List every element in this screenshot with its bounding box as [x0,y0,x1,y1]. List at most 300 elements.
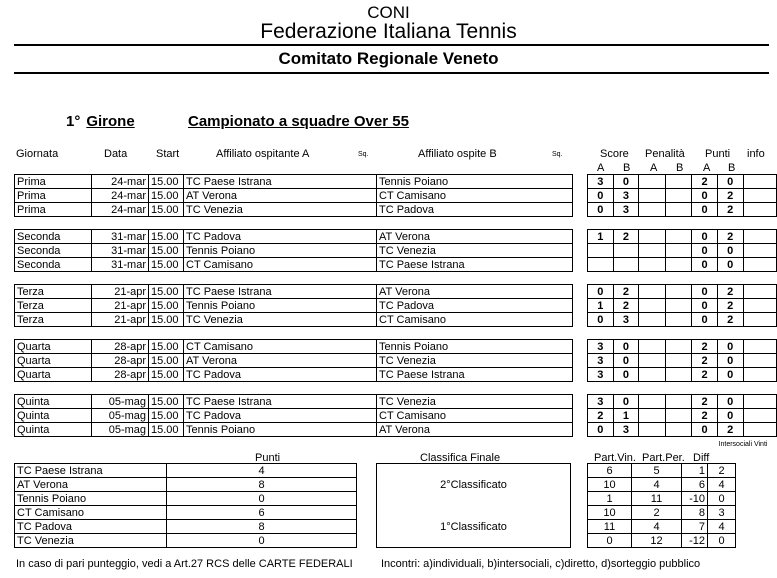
org-title: CONI [367,3,410,22]
table-row [15,368,573,382]
info-cell [743,285,776,299]
table-row [15,203,573,217]
table-row [588,506,736,520]
rank-cell [377,534,570,548]
away-cell: TC Paese Istrana [377,368,573,382]
team-cell: Tennis Poiano [15,492,167,506]
away-cell: CT Camisano [377,313,573,327]
round-3-table [14,284,573,327]
points-b: 0 [717,354,743,368]
table-row [377,520,570,534]
penalty-b [665,313,692,327]
penalty-b [665,175,692,189]
penalty-b [665,258,692,272]
table-row [377,492,570,506]
diff-cell: -10 [682,492,708,506]
points-b: 0 [717,244,743,258]
score-b: 3 [613,203,639,217]
points-a: 2 [692,409,718,423]
points-b: 0 [717,395,743,409]
round-4-table [14,339,573,382]
table-row [588,354,777,368]
day-cell: Prima [15,203,92,217]
home-cell: TC Padova [184,368,377,382]
home-cell: TC Paese Istrana [184,175,377,189]
rank-cell [377,464,570,478]
diff-cell: 7 [682,520,708,534]
date-cell: 31-mar [92,258,149,272]
date-cell: 24-mar [92,203,149,217]
score-b: 2 [613,299,639,313]
intersocial-cell: 4 [708,478,736,492]
wins-cell: 6 [588,464,632,478]
score-a: 1 [588,299,614,313]
score-a [588,244,614,258]
losses-cell: 5 [632,464,682,478]
table-row [588,520,736,534]
round-3-scores [587,284,777,327]
table-row [15,189,573,203]
penalty-b [665,409,692,423]
info-cell [743,258,776,272]
diff-cell: 8 [682,506,708,520]
points-cell: 8 [167,520,357,534]
score-b: 0 [613,368,639,382]
score-b: 3 [613,423,639,437]
points-a: 2 [692,395,718,409]
round-1-table [14,174,573,217]
col-penalty: Penalità [645,148,685,160]
diff-cell: -12 [682,534,708,548]
table-row [588,203,777,217]
score-b [613,258,639,272]
points-b: 2 [717,285,743,299]
penalty-a [639,340,666,354]
table-row [588,299,777,313]
round-5-table [14,394,573,437]
intersocial-cell: 2 [708,464,736,478]
home-cell: TC Padova [184,409,377,423]
table-row [15,395,573,409]
score-a: 0 [588,313,614,327]
losses-cell: 2 [632,506,682,520]
points-header: Punti [255,452,281,464]
points-cell: 6 [167,506,357,520]
matches-note: Incontri: a)individuali, b)intersociali, c)diretto, d)sorteggio pubblico [381,558,701,570]
col-day: Giornata [16,148,59,160]
wins-cell: 11 [588,520,632,534]
penalty-b [665,299,692,313]
penalty-a [639,230,666,244]
start-cell: 15.00 [149,285,184,299]
table-row [15,520,357,534]
away-cell: AT Verona [377,423,573,437]
penalty-b [665,423,692,437]
home-cell: AT Verona [184,189,377,203]
away-cell: TC Venezia [377,354,573,368]
points-a: 2 [692,368,718,382]
team-cell: TC Venezia [15,534,167,548]
points-b: 2 [717,230,743,244]
start-cell: 15.00 [149,258,184,272]
points-a: 2 [692,354,718,368]
diff-cell: 6 [682,478,708,492]
penalty-b [665,189,692,203]
wins-cell: 1 [588,492,632,506]
away-cell: Tennis Poiano [377,175,573,189]
score-a: 3 [588,175,614,189]
round-1-scores [587,174,777,217]
points-a: 0 [692,230,718,244]
start-cell: 15.00 [149,230,184,244]
home-cell: CT Camisano [184,340,377,354]
score-a: 3 [588,368,614,382]
day-cell: Terza [15,299,92,313]
penalty-a [639,175,666,189]
day-cell: Seconda [15,230,92,244]
score-a: 0 [588,203,614,217]
intersocial-header: Intersociali Vinti [718,441,768,448]
start-cell: 15.00 [149,368,184,382]
info-cell [743,423,776,437]
penalty-a [639,395,666,409]
score-b: 0 [613,175,639,189]
penalty-b [665,395,692,409]
penalty-a [639,258,666,272]
table-row [588,340,777,354]
day-cell: Seconda [15,244,92,258]
round-4-scores [587,339,777,382]
home-cell: AT Verona [184,354,377,368]
points-a: 0 [692,189,718,203]
date-cell: 24-mar [92,189,149,203]
start-cell: 15.00 [149,354,184,368]
date-cell: 21-apr [92,313,149,327]
losses-cell: 12 [632,534,682,548]
start-cell: 15.00 [149,423,184,437]
points-b: 0 [717,368,743,382]
date-cell: 21-apr [92,299,149,313]
round-2-scores [587,229,777,272]
tie-note: In caso di pari punteggio, vedi a Art.27 RCS delle CARTE FEDERALI [16,558,353,570]
home-cell: TC Venezia [184,203,377,217]
penalty-b [665,285,692,299]
table-row [15,423,573,437]
penalty-a [639,354,666,368]
date-cell: 21-apr [92,285,149,299]
table-row [588,175,777,189]
rank-cell [377,506,570,520]
penalty-a [639,189,666,203]
score-b: 2 [613,230,639,244]
col-score-b: B [623,162,631,174]
day-cell: Prima [15,189,92,203]
date-cell: 28-apr [92,354,149,368]
table-row [588,409,777,423]
col-info: info [747,148,765,160]
start-cell: 15.00 [149,189,184,203]
home-cell: Tennis Poiano [184,299,377,313]
team-cell: CT Camisano [15,506,167,520]
points-a: 2 [692,340,718,354]
date-cell: 28-apr [92,368,149,382]
score-b: 2 [613,285,639,299]
home-cell: TC Paese Istrana [184,395,377,409]
header-divider-bottom [14,72,769,74]
points-b: 0 [717,340,743,354]
losses-cell: 4 [632,520,682,534]
score-b: 3 [613,313,639,327]
rank-cell: 1°Classificato [440,521,507,533]
penalty-a [639,299,666,313]
info-cell [743,189,776,203]
points-cell: 8 [167,478,357,492]
start-cell: 15.00 [149,175,184,189]
table-row [588,478,736,492]
home-cell: Tennis Poiano [184,423,377,437]
committee-title: Comitato Regionale Veneto [278,49,499,68]
day-cell: Seconda [15,258,92,272]
info-cell [743,299,776,313]
score-a [588,258,614,272]
day-cell: Quinta [15,423,92,437]
col-score-a: A [597,162,605,174]
points-b: 2 [717,203,743,217]
team-cell: TC Padova [15,520,167,534]
table-row [588,189,777,203]
table-row [377,464,570,478]
date-cell: 05-mag [92,395,149,409]
col-score: Score [600,148,629,160]
points-b: 2 [717,299,743,313]
start-cell: 15.00 [149,313,184,327]
day-cell: Prima [15,175,92,189]
points-cell: 4 [167,464,357,478]
wins-cell: 10 [588,478,632,492]
penalty-a [639,244,666,258]
info-cell [743,395,776,409]
date-cell: 05-mag [92,409,149,423]
table-row [15,478,357,492]
round-2-table [14,229,573,272]
col-away: Affiliato ospite B [418,148,497,160]
col-pen-a: A [650,162,658,174]
points-b: 0 [717,175,743,189]
score-a: 3 [588,340,614,354]
info-cell [743,203,776,217]
away-cell: AT Verona [377,230,573,244]
score-a: 3 [588,395,614,409]
col-points: Punti [705,148,731,160]
points-b: 0 [717,258,743,272]
intersocial-cell: 3 [708,506,736,520]
table-row [588,244,777,258]
col-pts-a: A [703,162,711,174]
away-cell: CT Camisano [377,409,573,423]
score-a: 0 [588,285,614,299]
away-cell: TC Paese Istrana [377,258,573,272]
col-date: Data [104,148,128,160]
points-a: 0 [692,285,718,299]
rank-cell [377,492,570,506]
points-b: 2 [717,189,743,203]
table-row [15,285,573,299]
score-b: 1 [613,409,639,423]
table-row [588,368,777,382]
classification-table [377,464,570,548]
info-cell [743,175,776,189]
diff-cell: 1 [682,464,708,478]
penalty-b [665,354,692,368]
table-row [377,534,570,548]
table-row [15,244,573,258]
penalty-b [665,368,692,382]
info-cell [743,340,776,354]
table-row [15,299,573,313]
table-row [377,478,570,492]
table-row [588,534,736,548]
away-cell: TC Venezia [377,244,573,258]
home-cell: Tennis Poiano [184,244,377,258]
day-cell: Terza [15,285,92,299]
table-row [15,492,357,506]
away-cell: CT Camisano [377,189,573,203]
final-standings-header: Classifica Finale [420,452,501,464]
penalty-a [639,313,666,327]
points-a: 0 [692,258,718,272]
home-cell: TC Paese Istrana [184,285,377,299]
start-cell: 15.00 [149,409,184,423]
points-cell: 0 [167,492,357,506]
table-row [588,492,736,506]
col-sq-home: Sq. [358,151,369,158]
table-row [15,258,573,272]
day-cell: Quarta [15,340,92,354]
col-home: Affiliato ospitante A [216,148,310,160]
score-b: 0 [613,354,639,368]
penalty-b [665,230,692,244]
wins-cell: 10 [588,506,632,520]
away-cell: TC Padova [377,299,573,313]
table-row [15,340,573,354]
day-cell: Quinta [15,395,92,409]
points-a: 0 [692,203,718,217]
table-row [15,506,357,520]
info-cell [743,313,776,327]
table-row [15,464,357,478]
federation-title: Federazione Italiana Tennis [260,20,517,43]
wins-cell: 0 [588,534,632,548]
col-sq-away: Sq. [552,151,563,158]
info-cell [743,368,776,382]
table-row [15,230,573,244]
date-cell: 28-apr [92,340,149,354]
team-cell: TC Paese Istrana [15,464,167,478]
group-title: 1° Girone [66,113,135,130]
start-cell: 15.00 [149,244,184,258]
col-pts-b: B [728,162,736,174]
intersocial-cell: 0 [708,492,736,506]
points-b: 2 [717,423,743,437]
intersocial-cell: 0 [708,534,736,548]
stats-table [587,463,736,548]
away-cell: Tennis Poiano [377,340,573,354]
score-a: 0 [588,189,614,203]
penalty-a [639,203,666,217]
points-a: 2 [692,175,718,189]
info-cell [743,409,776,423]
date-cell: 05-mag [92,423,149,437]
start-cell: 15.00 [149,203,184,217]
team-cell: AT Verona [15,478,167,492]
score-a: 2 [588,409,614,423]
penalty-b [665,244,692,258]
score-b: 0 [613,340,639,354]
day-cell: Quarta [15,354,92,368]
info-cell [743,230,776,244]
date-cell: 31-mar [92,244,149,258]
col-pen-b: B [676,162,684,174]
info-cell [743,354,776,368]
points-a: 0 [692,244,718,258]
home-cell: TC Padova [184,230,377,244]
table-row [588,230,777,244]
date-cell: 31-mar [92,230,149,244]
diff-header: Diff [693,452,710,464]
day-cell: Quinta [15,409,92,423]
table-row [588,395,777,409]
penalty-a [639,368,666,382]
col-start: Start [156,148,180,160]
penalty-a [639,423,666,437]
day-cell: Terza [15,313,92,327]
home-cell: TC Venezia [184,313,377,327]
points-a: 0 [692,423,718,437]
points-a: 0 [692,313,718,327]
wins-header: Part.Vin. [594,452,636,464]
penalty-b [665,340,692,354]
day-cell: Quarta [15,368,92,382]
table-row [588,313,777,327]
start-cell: 15.00 [149,395,184,409]
standings-table [14,463,357,548]
score-a: 1 [588,230,614,244]
penalty-a [639,409,666,423]
info-cell [743,244,776,258]
losses-cell: 4 [632,478,682,492]
rank-cell: 2°Classificato [440,479,507,491]
home-cell: CT Camisano [184,258,377,272]
score-b: 0 [613,395,639,409]
away-cell: TC Padova [377,203,573,217]
points-b: 2 [717,313,743,327]
score-b [613,244,639,258]
away-cell: AT Verona [377,285,573,299]
penalty-b [665,203,692,217]
header-divider [14,44,769,46]
date-cell: 24-mar [92,175,149,189]
table-row [15,175,573,189]
away-cell: TC Venezia [377,395,573,409]
points-cell: 0 [167,534,357,548]
table-row [15,354,573,368]
start-cell: 15.00 [149,340,184,354]
score-a: 0 [588,423,614,437]
table-row [588,464,736,478]
points-b: 0 [717,409,743,423]
intersocial-cell: 4 [708,520,736,534]
table-row [588,285,777,299]
